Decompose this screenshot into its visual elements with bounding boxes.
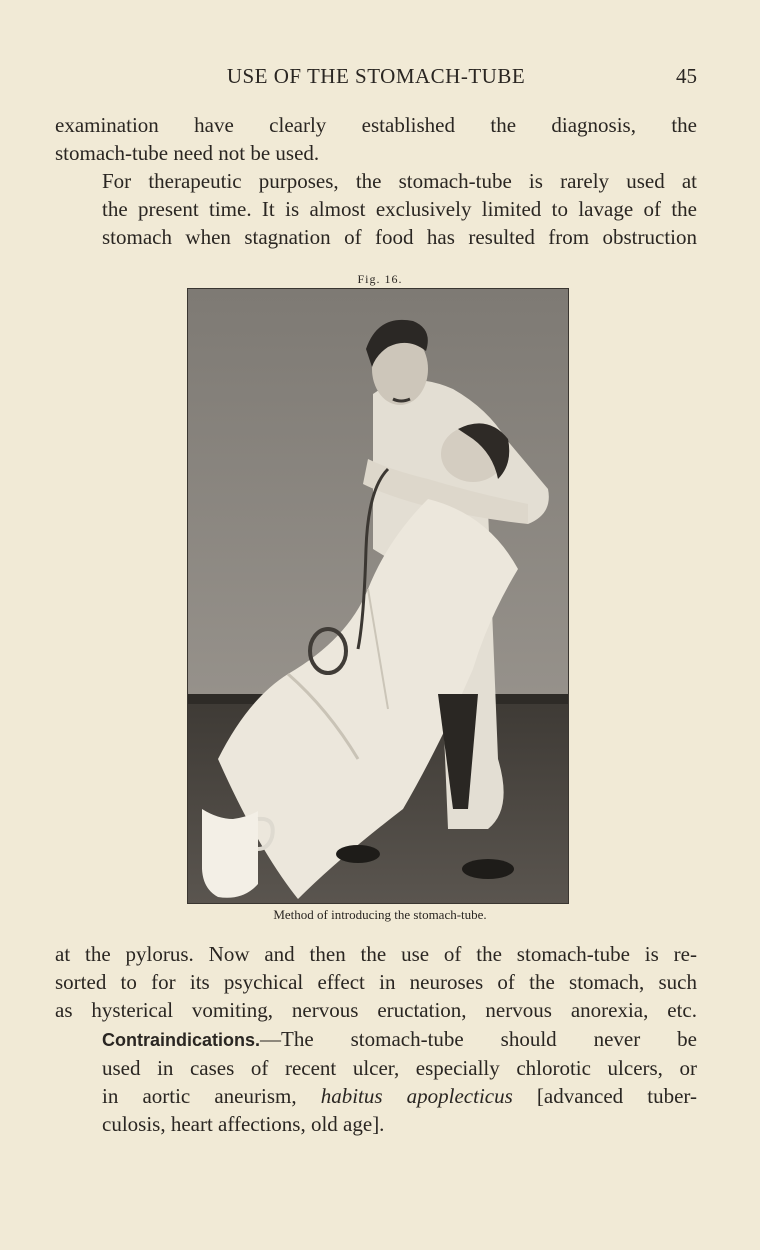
text-line: the present time. It is almost exclusively limited to lavage of the [102,197,697,221]
italic-term: habitus apoplecticus [320,1084,513,1108]
page-number: 45 [676,64,697,88]
paragraph-1 [55,111,697,167]
text-line: stomach-tube need not be used. [55,141,320,165]
text-line: culosis, heart affections, old age]. [102,1112,385,1136]
running-head [55,62,697,92]
paragraph-3 [55,940,697,1024]
paragraph-2 [55,167,697,251]
figure-photograph [187,288,569,904]
text-line: as hysterical vomiting, nervous eructation, nervous anorexia, etc. [55,998,697,1022]
text-segment: in aortic aneurism, [102,1084,297,1108]
photograph-illustration [188,289,568,903]
text-line: stomach when stagnation of food has resulted from obstruction [102,225,697,249]
figure-caption: Method of introducing the stomach-tube. [273,907,487,922]
text-line: at the pylorus. Now and then the use of the stomach-tube is re- [55,942,697,966]
paragraph-4 [55,1025,697,1138]
text-line: For therapeutic purposes, the stomach-tube is rarely used at [102,169,697,193]
text-line: sorted to for its psychical effect in neuroses of the stomach, such [55,970,697,994]
text-line: used in cases of recent ulcer, especially chlorotic ulcers, or [102,1056,697,1080]
text-line: examination have clearly established the diagnosis, the [55,113,697,137]
text-segment: —The stomach-tube should never be [260,1027,697,1051]
text-segment: [advanced tuber- [536,1084,697,1108]
running-title: USE OF THE STOMACH-TUBE [226,64,526,88]
run-in-heading: Contraindications. [102,1030,261,1050]
text-line [55,1025,697,1054]
figure-label: Fig. 16. [357,272,403,286]
text-line [55,1082,697,1110]
